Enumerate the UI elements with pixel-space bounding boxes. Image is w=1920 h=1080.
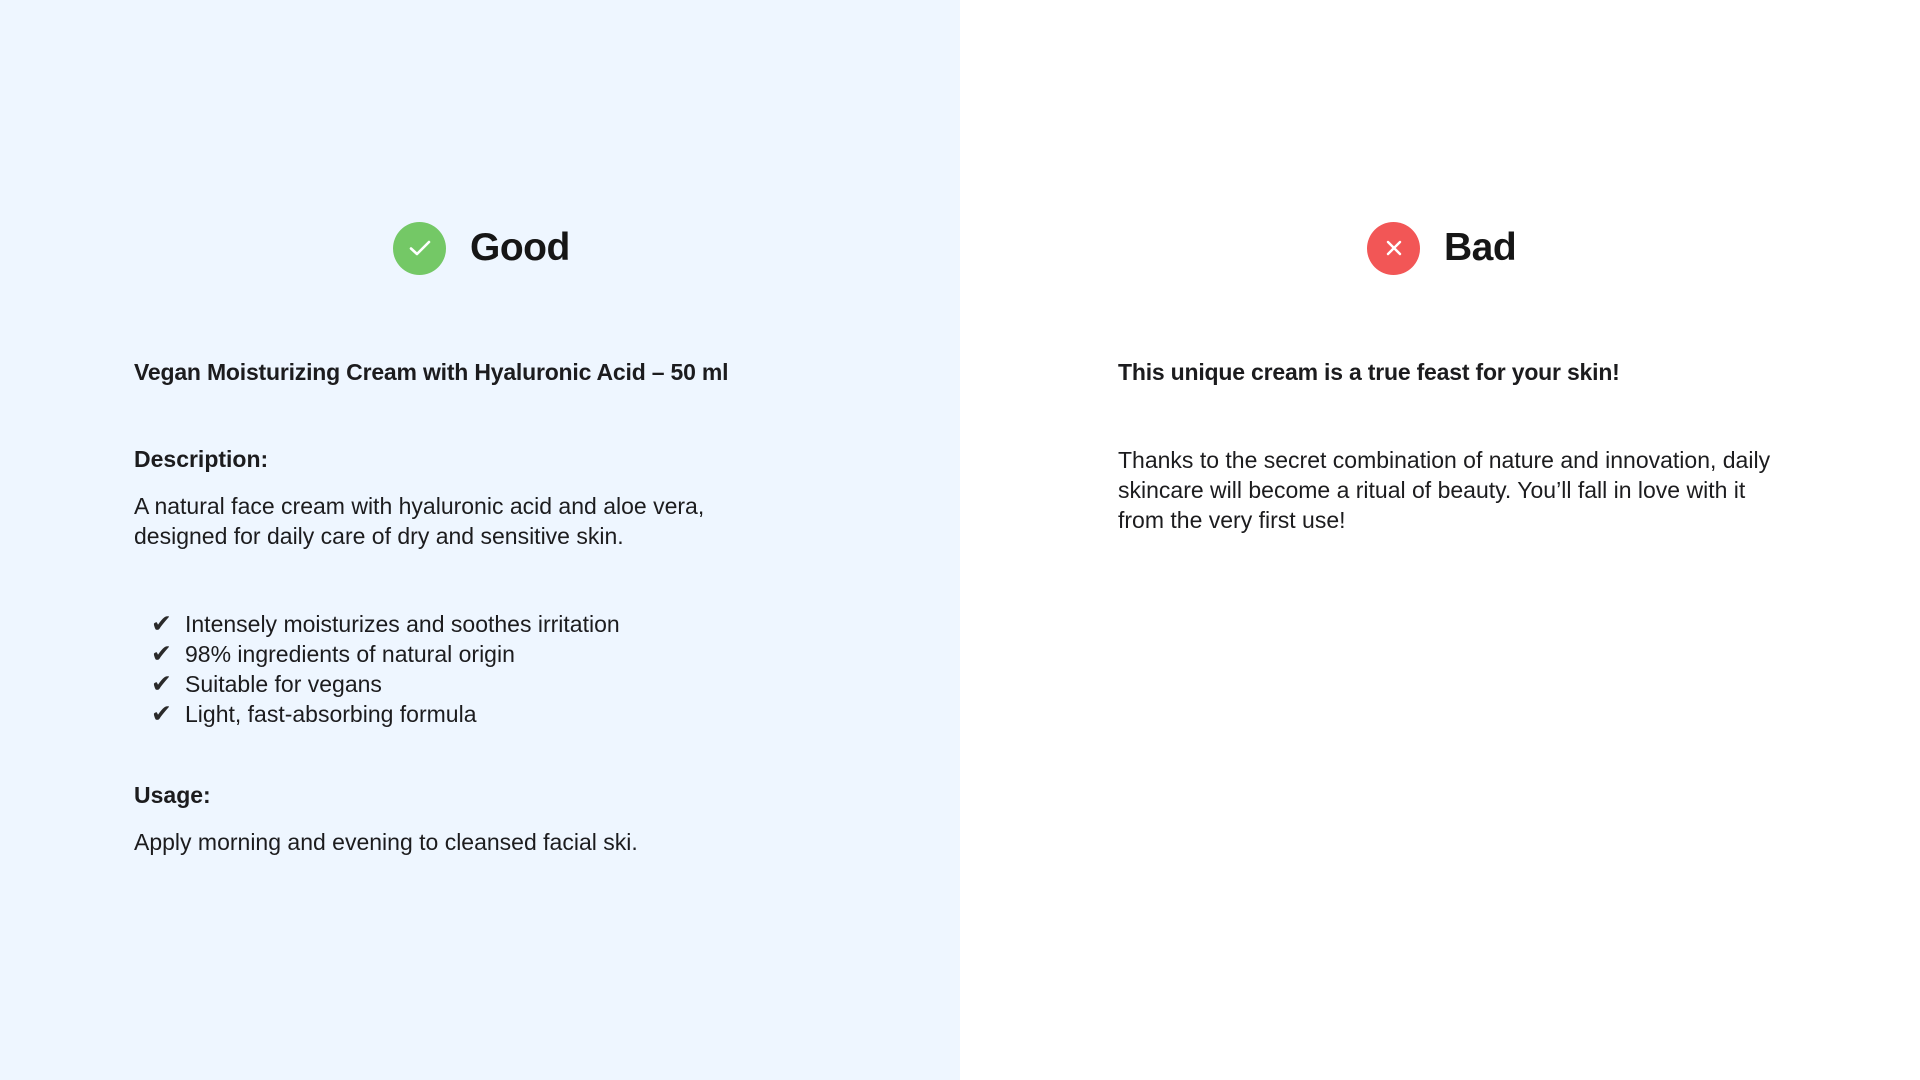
description-text: A natural face cream with hyaluronic acid and aloe vera, designed for daily care of dry and sensitive skin. (134, 493, 705, 549)
feature-text: Intensely moisturizes and soothes irritation (185, 611, 620, 637)
good-badge (393, 222, 446, 275)
list-item (151, 609, 834, 639)
bad-title: This unique cream is a true feast for your skin! (1118, 359, 1620, 385)
checkmark-icon: ✔ (151, 610, 172, 638)
close-icon (1385, 239, 1403, 257)
good-heading-text: Good (470, 226, 570, 269)
checkmark-icon: ✔ (151, 700, 172, 728)
bad-body-text: Thanks to the secret combination of nature and innovation, daily skincare will become a ritual of beauty. You’ll fall in love with it from the very first use! (1118, 447, 1771, 533)
description-label: Description: (134, 446, 269, 472)
feature-text: Light, fast-absorbing formula (185, 701, 477, 727)
product-title: Vegan Moisturizing Cream with Hyaluronic Acid – 50 ml (134, 359, 729, 385)
bad-heading-text: Bad (1444, 226, 1517, 269)
feature-text: 98% ingredients of natural origin (185, 641, 515, 667)
checkmark-icon: ✔ (151, 640, 172, 668)
bad-heading (1367, 221, 1516, 275)
usage-label: Usage: (134, 782, 211, 808)
checkmark-icon: ✔ (151, 670, 172, 698)
bad-badge (1367, 222, 1420, 275)
good-product-copy (134, 357, 834, 857)
list-item (151, 639, 834, 669)
list-item (151, 699, 834, 729)
check-icon (409, 239, 431, 257)
bad-product-copy (1118, 357, 1798, 535)
bad-example-panel (960, 0, 1920, 1080)
usage-text: Apply morning and evening to cleansed facial ski. (134, 829, 638, 855)
good-heading (393, 221, 570, 275)
feature-list (151, 609, 834, 729)
feature-text: Suitable for vegans (185, 671, 382, 697)
list-item (151, 669, 834, 699)
